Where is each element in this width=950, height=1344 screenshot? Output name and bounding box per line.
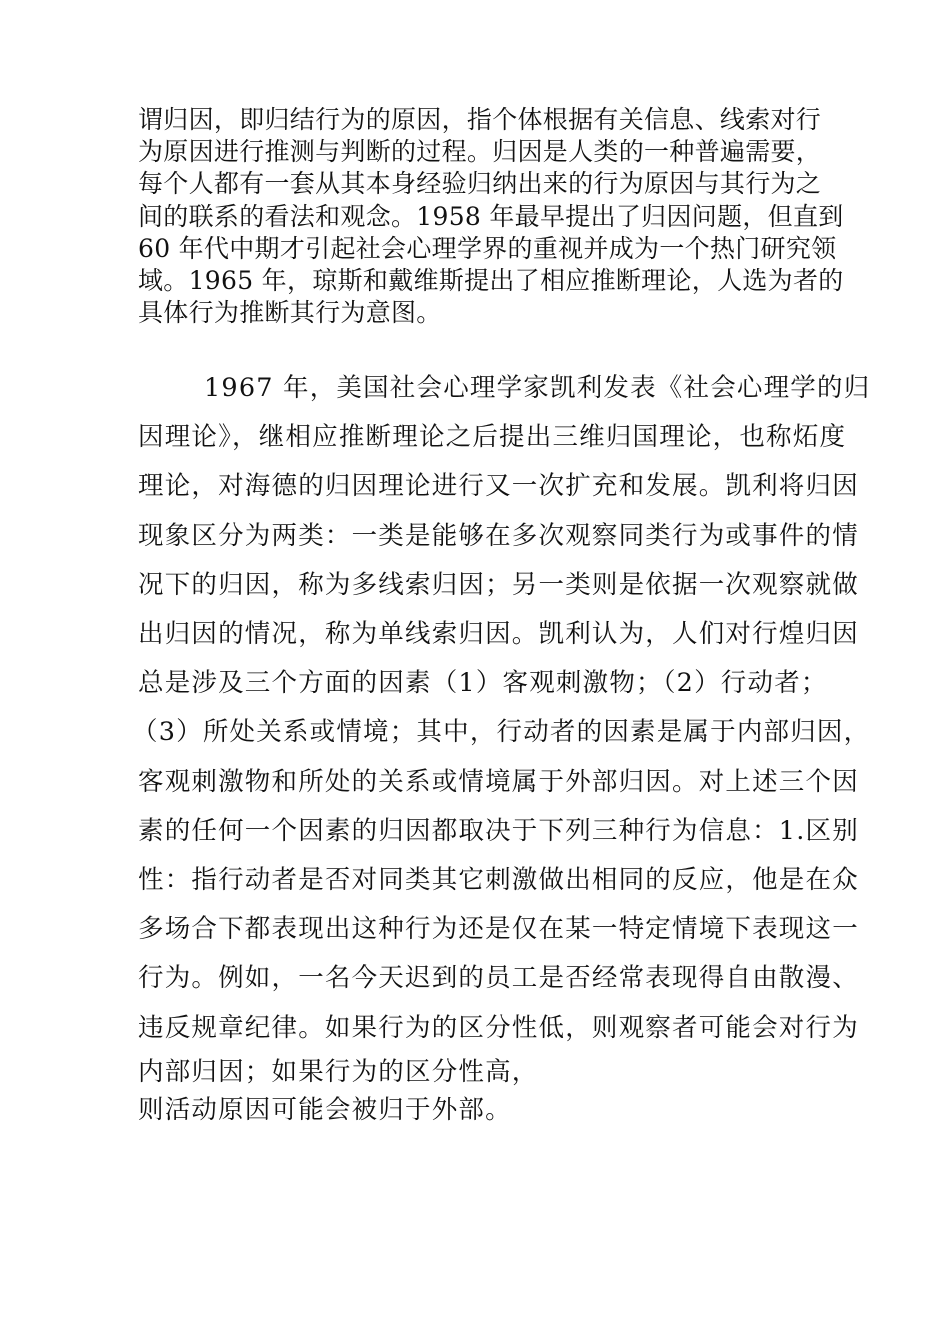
text-line: 因理论》，继相应推断理论之后提出三维归国理论，也称炻度 [138,422,847,453]
text-line: 具体行为推断其行为意图。 [138,298,442,328]
text-line: 间的联系的看法和观念。1958 年最早提出了归因问题，但直到 [138,201,844,231]
text-line: 谓归因，即归结行为的原因，指个体根据有关信息、线索对行 [138,105,822,134]
text-line: 内部归因；如果行为的区分性高， [138,1056,539,1087]
text-line: 素的任何一个因素的归因都取决于下列三种行为信息：1.区别 [138,815,859,846]
text-line: 为原因进行推测与判断的过程。归因是人类的一种普遍需要， [138,137,822,167]
text-line: 客观刺激物和所处的关系或情境属于外部归因。对上述三个因 [138,766,859,797]
text-line: 域。1965 年，琼斯和戴维斯提出了相应推断理论，人选为者的 [138,266,844,296]
text-line: （3）所处关系或情境；其中，行动者的因素是属于内部归因， [132,717,871,748]
text-line: 理论，对海德的归因理论进行又一次扩充和发展。凯利将归因 [138,471,859,502]
text-line: 每个人都有一套从其本身经验归纳出来的行为原因与其行为之 [138,169,822,199]
text-line: 行为。例如，一名今天迟到的员工是否经常表现得自由散漫、 [138,963,859,994]
text-line: 出归因的情况，称为单线索归因。凯利认为，人们对行煌归因 [138,619,859,650]
text-line: 性：指行动者是否对同类其它刺激做出相同的反应，他是在众 [138,865,859,896]
paragraph-attribution-intro [138,104,844,329]
text-line: 多场合下都表现出这种行为还是仅在某一特定情境下表现这一 [138,914,859,945]
text-line: 60 年代中期才引起社会心理学界的重视并成为一个热门研究领 [138,233,837,263]
text-line: 则活动原因可能会被归于外部。 [138,1094,512,1125]
text-line: 1967 年，美国社会心理学家凯利发表《社会心理学的归 [204,373,871,403]
paragraph-kelley-theory [132,364,871,1129]
text-line: 总是涉及三个方面的因素（1）客观刺激物；（2）行动者； [138,668,828,699]
text-line: 违反规章纪律。如果行为的区分性低，则观察者可能会对行为 [138,1012,859,1043]
text-line: 况下的归因，称为多线索归因；另一类则是依据一次观察就做 [138,569,859,600]
text-line: 现象区分为两类：一类是能够在多次观察同类行为或事件的情 [138,520,859,551]
